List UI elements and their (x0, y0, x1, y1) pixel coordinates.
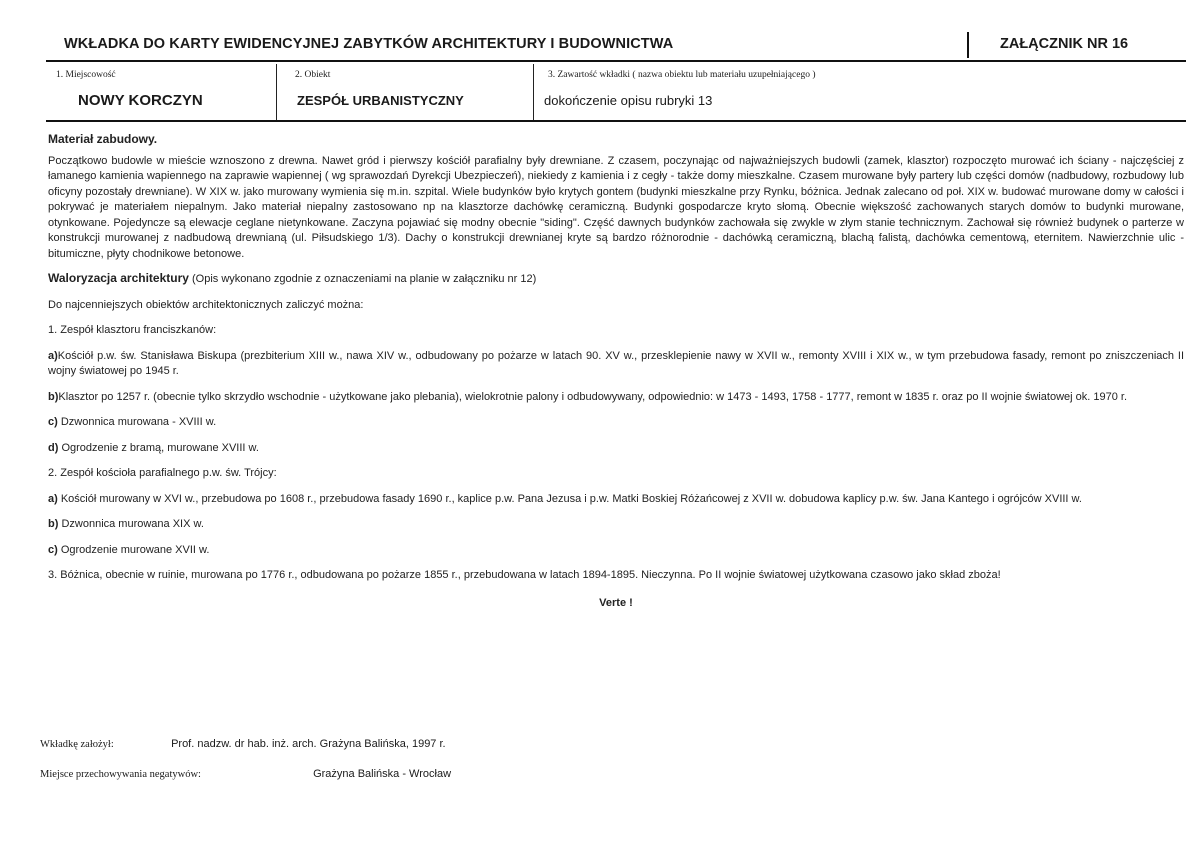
field-locality-label: 1. Miejscowość (56, 70, 116, 80)
field-locality-value: NOWY KORCZYN (78, 92, 203, 109)
footer-author (40, 738, 740, 750)
header (46, 30, 1186, 62)
field-content (534, 64, 1184, 120)
verte-label: Verte ! (599, 596, 633, 609)
item-2c (48, 543, 1184, 559)
item-letter: c) (48, 543, 58, 556)
author-label: Wkładkę założył: (40, 739, 114, 750)
item-text: Klasztor po 1257 r. (obecnie tylko skrzydło wschodnie - użytkowane jako plebania), wielokrotnie palony i odbudowywany, odpowiednio: w 1473 - 1493, 1758 - 1777, remont w 1835 r. oraz po II wojnie światowej ok. 1970 r. (58, 390, 1128, 403)
item-text: Ogrodzenie murowane XVII w. (57, 543, 210, 556)
header-rule (46, 60, 1186, 62)
item-letter: d) (48, 441, 59, 454)
item-2b (48, 517, 1184, 533)
item-2a (48, 492, 1184, 508)
item-text: Kościół p.w. św. Stanisława Biskupa (prezbiterium XIII w., nawa XIV w., odbudowany po pożarze w latach 90. XV w., przesklepienie nawy w XVII w., remonty XVIII i XIX w., w tym przebudowa fasady, remont po zniszczeniach II wojny światowej po 1945 r. (48, 349, 1184, 377)
item-text: Dzwonnica murowana - XVIII w. (57, 416, 217, 428)
field-content-label: 3. Zawartość wkładki ( nazwa obiektu lub materiału uzupełniającego ) (548, 70, 816, 80)
valorization-heading: Waloryzacja architektury (48, 271, 189, 285)
fields-row (46, 64, 1186, 122)
document-body (48, 132, 1184, 611)
header-divider (967, 32, 969, 58)
valorization-note: (Opis wykonano zgodnie z oznaczeniami na planie w załączniku nr 12) (188, 273, 537, 285)
field-object-value: ZESPÓŁ URBANISTYCZNY (297, 93, 464, 108)
material-heading: Materiał zabudowy. (48, 132, 158, 146)
group-3-text: 3. Bóżnica, obecnie w ruinie, murowana po 1776 r., odbudowana po pożarze 1855 r., przebudowana w latach 1894-1895. Nieczynna. Po II wojnie światowej użytkowana czasowo jako skład zboża! (48, 569, 1001, 581)
material-paragraph: Początkowo budowle w mieście wznoszono z drewna. Nawet gród i pierwszy kościół parafialny były drewniane. Z czasem, poczynając od najważniejszych budowli (zamek, klasztor) rozpoczęto murować ich ściany - najczęściej z łamanego kamienia wapiennego na zaprawie wapiennej ( wg sprawozdań Dyrekcji Ubezpieczeń), niekiedy z kamienia i z cegły - także domy mieszkalne. Czasem murowane były partery lub części domów (nadbudowy, rozbudowy lub oficyny pozostały drewniane). W XIX w. jako murowany wymienia się m.in. szpital. Wiele budynków było krytych gontem (budynki mieszkalne przy Rynku, bóżnica. Jednak zalecano od poł. XIX w. budować murowane domy w całości i pokrywać je materiałem niepalnym. Jako materiał niepalny zastosowano np na klasztorze dachówkę ceramiczną. Budynki gospodarcze kryto słomą. Obecnie większość zachowanych starych domów to budynki murowane, otynkowane. Pojedyncze są elewacje ceglane nietynkowane. Zaczyna pojawiać się modny obecnie "siding". Część dawnych budynków zachowała się zwykle w złym stanie technicznym. Zachował się również budynek o parterze w konstrukcji murowanej z nadbudową drewnianą (ul. Piłsudskiego 1/3). Dachy o konstrukcji drewnianej kryte są bardzo różnorodnie - dachówką ceramiczną, blachą falistą, dachówka cementową, eternitem. Nawierzchnie ulic - bitumiczne, płyty chodnikowe betonowe. (48, 154, 1184, 260)
author-value: Prof. nadzw. dr hab. inż. arch. Grażyna Balińska, 1997 r. (171, 738, 446, 750)
item-letter: a) (48, 349, 58, 362)
document-title: WKŁADKA DO KARTY EWIDENCYJNEJ ZABYTKÓW ARCHITEKTURY I BUDOWNICTWA (64, 36, 674, 52)
intro-text: Do najcenniejszych obiektów architektonicznych zaliczyć można: (48, 298, 364, 311)
item-letter: b) (48, 518, 59, 530)
item-text: Dzwonnica murowana XIX w. (58, 518, 204, 530)
item-1a (48, 349, 1184, 380)
group-2-title: 2. Zespół kościoła parafialnego p.w. św. Trójcy: (48, 467, 277, 479)
item-1b (48, 390, 1184, 406)
item-letter: c) (48, 416, 58, 428)
negatives-value: Grażyna Balińska - Wrocław (313, 768, 452, 780)
item-1d (48, 441, 1184, 457)
valorization-line (48, 271, 1184, 288)
field-object-label: 2. Obiekt (295, 70, 331, 80)
negatives-label: Miejsce przechowywania negatywów: (40, 769, 201, 780)
field-content-value: dokończenie opisu rubryki 13 (544, 93, 713, 108)
item-letter: b) (48, 390, 59, 403)
field-locality (46, 64, 276, 120)
field-object (277, 64, 533, 120)
footer-negatives (40, 768, 740, 780)
annex-number: ZAŁĄCZNIK NR 16 (1000, 36, 1129, 52)
item-text: Ogrodzenie z bramą, murowane XVIII w. (58, 441, 259, 454)
group-1-title: 1. Zespół klasztoru franciszkanów: (48, 324, 217, 336)
item-text: Kościół murowany w XVI w., przebudowa po 1608 r., przebudowa fasady 1690 r., kaplice p.w. Pana Jezusa i p.w. Matki Boskiej Różańcowej z XVII w. dobudowa kaplicy p.w. św. Jana Kantego i ogrójców XVIII w. (57, 492, 1082, 505)
item-letter: a) (48, 492, 58, 505)
item-1c (48, 415, 1184, 431)
fields-rule (46, 120, 1186, 122)
